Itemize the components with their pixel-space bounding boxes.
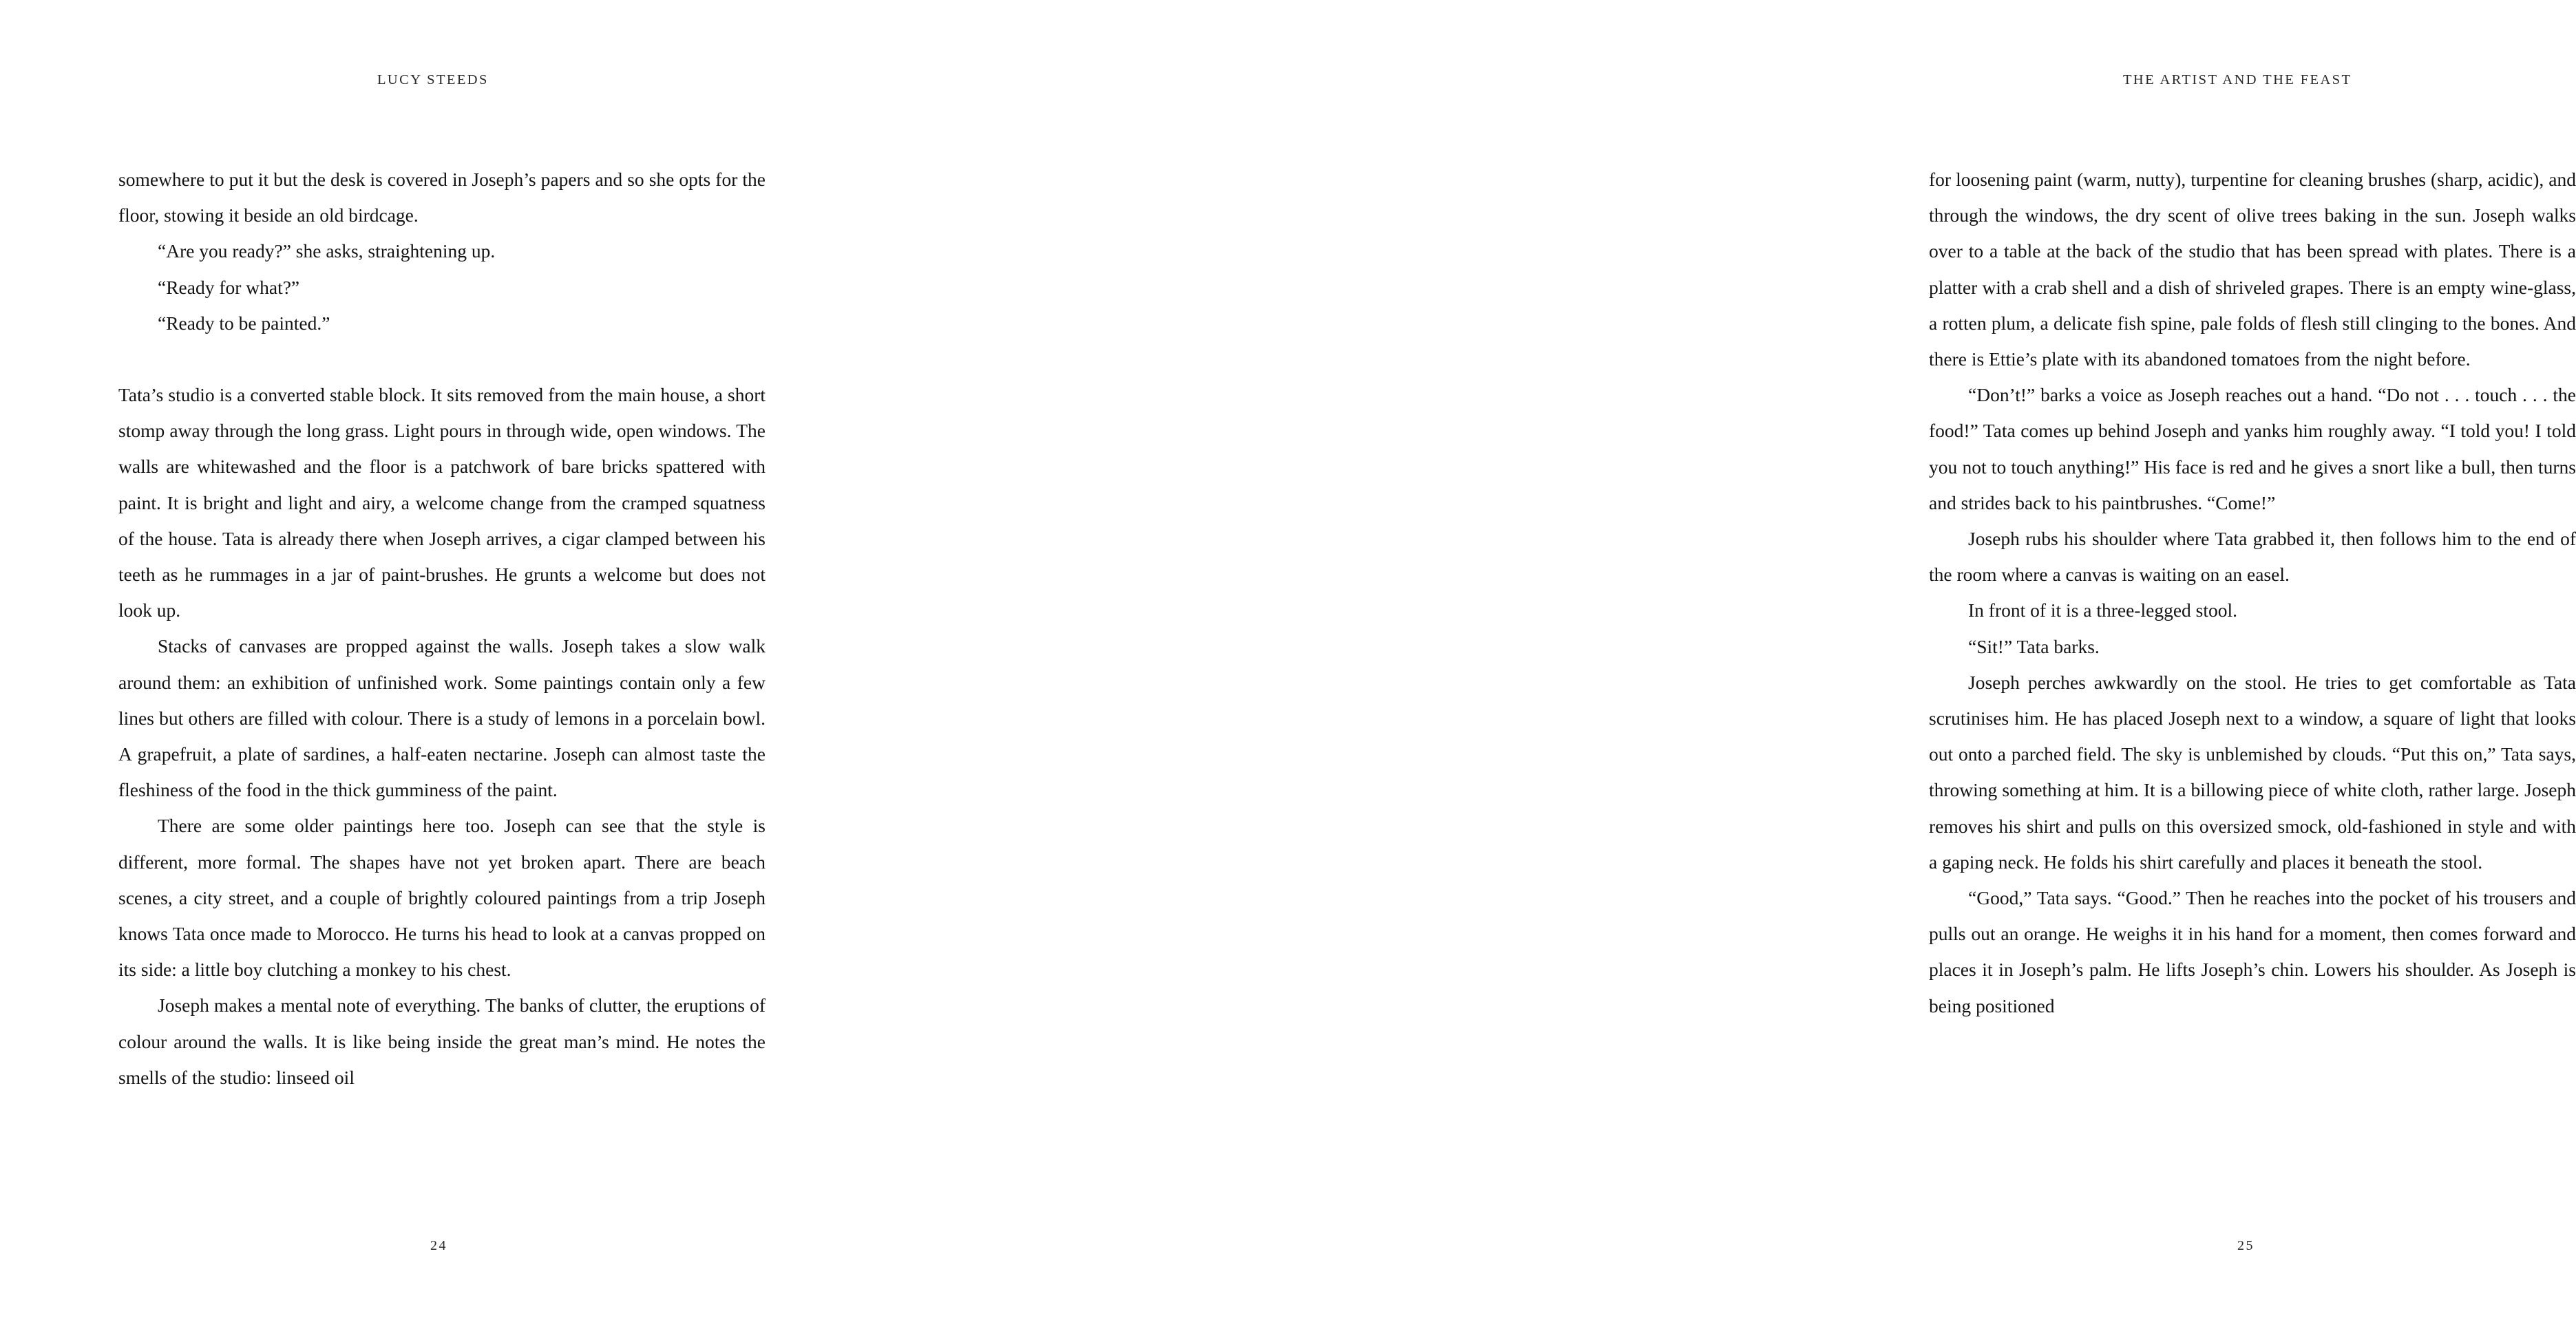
paragraph: “Ready to be painted.” <box>158 312 330 334</box>
page-number-left: 24 <box>430 1238 447 1253</box>
body-text-right <box>1929 162 2576 1024</box>
paragraph: “Good,” Tata says. “Good.” Then he reaches into the pocket of his trousers and pulls out an orange. He weighs it in his hand for a moment, then comes forward and places it in Joseph’s palm. He lifts Joseph’s chin. Lowers his shoulder. As Joseph is being positioned <box>1929 887 2576 1016</box>
paragraph: Stacks of canvases are propped against the walls. Joseph takes a slow walk around them: an exhibition of unfinished work. Some paintings contain only a few lines but others are filled with colour. There is a study of lemons in a porcelain bowl. A grapefruit, a plate of sardines, a half-eaten nectarine. Joseph can almost taste the fleshiness of the food in the thick gumminess of the paint. <box>118 635 766 801</box>
paragraph: “Ready for what?” <box>158 276 300 298</box>
paragraph: “Are you ready?” she asks, straightening up. <box>158 240 496 262</box>
paragraph: “Don’t!” barks a voice as Joseph reaches out a hand. “Do not . . . touch . . . the food!” Tata comes up behind Joseph and yanks him roughly away. “I told you! I told you not to touch anything!” His face is red and he gives a snort like a bull, then turns and strides back to his paintbrushes. “Come!” <box>1929 384 2576 513</box>
paragraph: Joseph rubs his shoulder where Tata grabbed it, then follows him to the end of the room where a canvas is waiting on an easel. <box>1929 528 2576 586</box>
paragraph: “Sit!” Tata barks. <box>1968 635 2100 657</box>
paragraph: In front of it is a three-legged stool. <box>1968 599 2238 621</box>
page-left <box>0 0 895 1342</box>
body-text-left <box>118 162 766 1096</box>
paragraph: Joseph makes a mental note of everything. The banks of clutter, the eruptions of colour around the walls. It is like being inside the great man’s mind. He notes the smells of the studio: linseed oil <box>118 994 766 1088</box>
paragraph: Tata’s studio is a converted stable block. It sits removed from the main house, a short stomp away through the long grass. Light pours in through wide, open windows. The walls are whitewashed and the floor is a patchwork of bare bricks spattered with paint. It is bright and light and airy, a welcome change from the cramped squatness of the house. Tata is already there when Joseph arrives, a cigar clamped between his teeth as he rummages in a jar of paint-brushes. He grunts a welcome but does not look up. <box>118 384 766 621</box>
paragraph: somewhere to put it but the desk is covered in Joseph’s papers and so she opts for the floor, stowing it beside an old birdcage. <box>118 169 766 226</box>
page-right <box>895 0 2576 1342</box>
page-number-right: 25 <box>2237 1238 2255 1253</box>
running-head-title: THE ARTIST AND THE FEAST <box>2123 72 2352 87</box>
running-head-author: LUCY STEEDS <box>377 72 489 87</box>
paragraph: There are some older paintings here too. Joseph can see that the style is different, more formal. The shapes have not yet broken apart. There are beach scenes, a city street, and a couple of brightly coloured paintings from a trip Joseph knows Tata once made to Morocco. He turns his head to look at a canvas propped on its side: a little boy clutching a monkey to his chest. <box>118 815 766 981</box>
paragraph: for loosening paint (warm, nutty), turpentine for cleaning brushes (sharp, acidic), and through the windows, the dry scent of olive trees baking in the sun. Joseph walks over to a table at the back of the studio that has been spread with plates. There is a platter with a crab shell and a dish of shriveled grapes. There is an empty wine-glass, a rotten plum, a delicate fish spine, pale folds of flesh still clinging to the bones. And there is Ettie’s plate with its abandoned tomatoes from the night before. <box>1929 169 2576 370</box>
paragraph: Joseph perches awkwardly on the stool. He tries to get comfortable as Tata scrutinises him. He has placed Joseph next to a window, a square of light that looks out onto a parched field. The sky is unblemished by clouds. “Put this on,” Tata says, throwing something at him. It is a billowing piece of white cloth, rather large. Joseph removes his shirt and pulls on this oversized smock, old-fashioned in style and with a gaping neck. He folds his shirt carefully and places it beneath the stool. <box>1929 671 2576 873</box>
